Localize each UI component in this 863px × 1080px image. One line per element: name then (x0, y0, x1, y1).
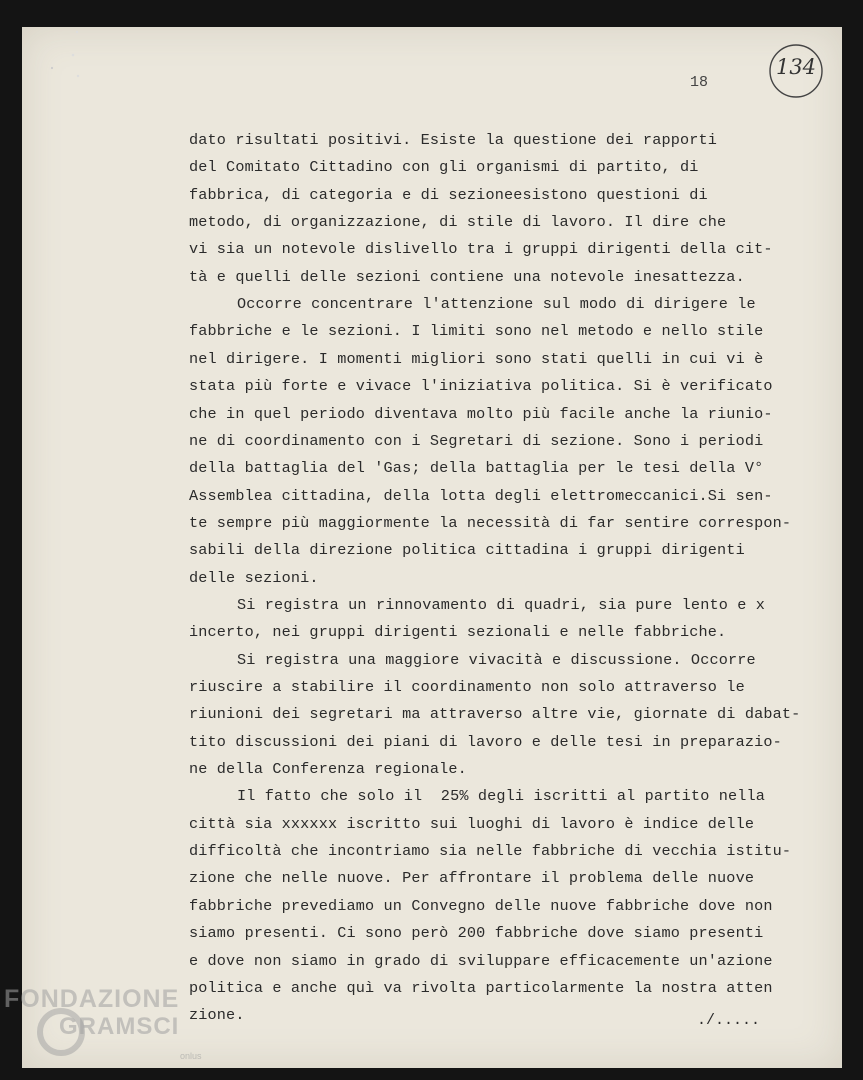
text-line: stata più forte e vivace l'iniziativa politica. Si è verificato (189, 377, 773, 396)
text-line: riuscire a stabilire il coordinamento non solo attraverso le (189, 678, 745, 696)
text-line: Assemblea cittadina, della lotta degli elettromeccanici.Si sen- (189, 486, 773, 505)
text-line: Si registra una maggiore vivacità e discussione. Occorre (237, 650, 756, 669)
text-line: vi sia un notevole dislivello tra i gruppi dirigenti della cit- (189, 240, 773, 259)
text-line: tito discussioni dei piani di lavoro e delle tesi in preparazio- (189, 732, 782, 751)
text-line: fabbriche prevediamo un Convegno delle nuove fabbriche dove non (189, 896, 773, 915)
text-line: Occorre concentrare l'attenzione sul modo di dirigere le (237, 295, 756, 314)
watermark (4, 985, 224, 1075)
text-line: tà e quelli delle sezioni contiene una notevole inesattezza. (189, 267, 745, 286)
text-line: sabili della direzione politica cittadina i gruppi dirigenti (189, 541, 745, 560)
text-line: ne della Conferenza regionale. (189, 760, 467, 779)
watermark-line1: FONDAZIONE (4, 985, 180, 1013)
text-line: dato risultati positivi. Esiste la questione dei rapporti (189, 131, 718, 149)
watermark-sub: onlus (180, 1051, 202, 1061)
text-line: incerto, nei gruppi dirigenti sezionali e nelle fabbriche. (189, 623, 727, 642)
text-line: siamo presenti. Ci sono però 200 fabbriche dove siamo presenti (189, 924, 764, 943)
text-line: Il fatto che solo il 25% degli iscritti al partito nella (237, 787, 766, 806)
text-line: politica e anche quì va rivolta particolarmente la nostra atten (189, 978, 773, 997)
folio-number: 134 (775, 55, 817, 79)
text-line: zione che nelle nuove. Per affrontare il problema delle nuove (189, 869, 755, 888)
text-line: metodo, di organizzazione, di stile di lavoro. Il dire che (189, 213, 727, 232)
text-line: e dove non siamo in grado di sviluppare efficacemente un'azione (189, 951, 773, 970)
text-line: città sia xxxxxx iscritto sui luoghi di lavoro è indice delle (189, 814, 755, 833)
text-line: Si registra un rinnovamento di quadri, sia pure lento e x (237, 595, 766, 614)
text-line: della battaglia del 'Gas; della battaglia per le tesi della V° (189, 459, 764, 478)
text-line: che in quel periodo diventava molto più facile anche la riunio- (189, 404, 773, 423)
text-line: ne di coordinamento con i Segretari di sezione. Sono i periodi (189, 431, 764, 450)
text-line: riunioni dei segretari ma attraverso altre vie, giornate di dabat- (189, 705, 801, 724)
text-line: delle sezioni. (189, 568, 319, 587)
watermark-line2: GRAMSCI (59, 1013, 180, 1040)
text-line: del Comitato Cittadino con gli organismi di partito, di (189, 158, 699, 177)
continuation-mark: ./..... (697, 1012, 761, 1029)
text-line: difficoltà che incontriamo sia nelle fabbriche di vecchia istitu- (189, 842, 792, 861)
text-line: te sempre più maggiormente la necessità di far sentire correspon- (189, 513, 792, 532)
text-line: zione. (189, 1006, 245, 1025)
text-line: fabbrica, di categoria e di sezioneesistono questioni di (189, 185, 708, 204)
text-line: fabbriche e le sezioni. I limiti sono nel metodo e nello stile (189, 322, 764, 341)
page-number: 18 (690, 74, 709, 91)
text-line: nel dirigere. I momenti migliori sono stati quelli in cui vi è (189, 349, 764, 368)
